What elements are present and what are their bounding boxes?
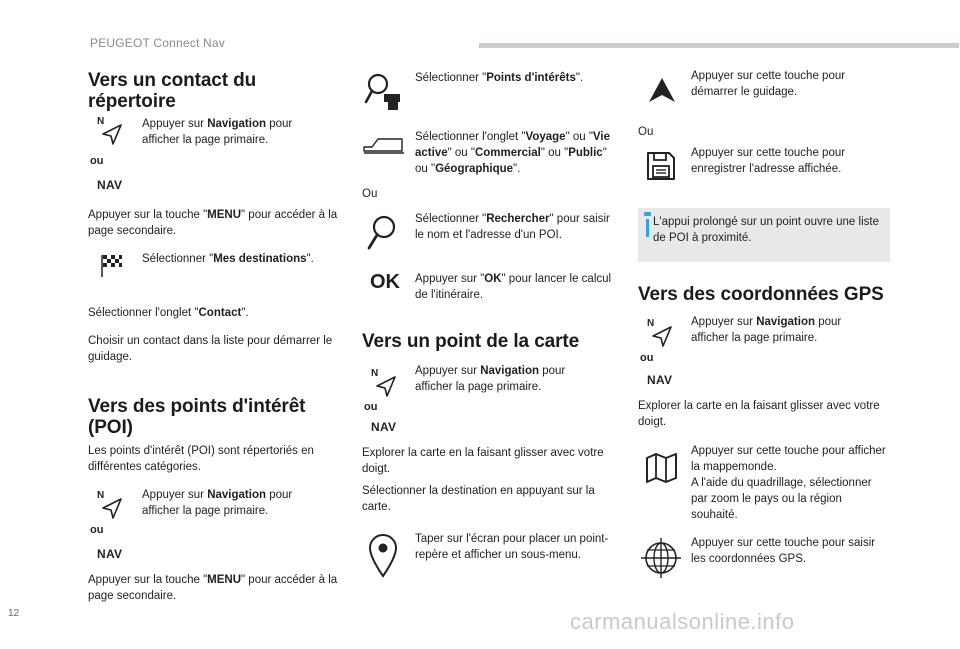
or-label: ou xyxy=(640,352,654,364)
instruction-choose-contact: Choisir un contact dans la liste pour démarrer le guidage. xyxy=(88,335,333,363)
heading-point-carte: Vers un point de la carte xyxy=(362,331,580,352)
instruction-demarrer: Appuyer sur cette touche pour démarrer le guidage. xyxy=(691,70,846,98)
or-label: Ou xyxy=(638,126,654,138)
instruction-points-interets: Sélectionner "Points d'intérêts". xyxy=(415,72,584,84)
tab-folder-icon xyxy=(362,133,406,161)
instruction-rechercher: Sélectionner "Rechercher" pour saisir le nom et l'adresse d'un POI. xyxy=(415,213,610,241)
header-title: PEUGEOT Connect Nav xyxy=(90,36,225,50)
checkered-flag-icon xyxy=(100,253,124,285)
instruction-explorer: Explorer la carte en la faisant glisser avec votre doigt. xyxy=(362,447,604,475)
nav-button-label: NAV xyxy=(97,178,123,192)
or-label: ou xyxy=(90,524,104,536)
or-label: ou xyxy=(90,155,104,167)
instruction-navigation: Appuyer sur Navigation pour afficher la page primaire. xyxy=(142,489,293,517)
nav-button-label: NAV xyxy=(647,373,673,387)
tip-box xyxy=(638,208,890,262)
heading-poi: Vers des points d'intérêt (POI) xyxy=(88,396,306,438)
ok-icon: OK xyxy=(370,271,400,293)
instruction-mes-destinations: Sélectionner "Mes destinations". xyxy=(142,253,314,265)
instruction-menu: Appuyer sur la touche "MENU" pour accéder à la page secondaire. xyxy=(88,574,338,602)
location-pin-icon xyxy=(366,530,400,586)
save-floppy-icon xyxy=(645,150,677,188)
instruction-mappemonde: Appuyer sur cette touche pour afficher la mappemonde. A l'aide du quadrillage, sélectionner par zoom le pays ou la région souhaité. xyxy=(691,445,886,521)
header-divider xyxy=(479,43,959,48)
instruction-enregistrer: Appuyer sur cette touche pour enregistrer l'adresse affichée. xyxy=(691,147,846,175)
heading-gps: Vers des coordonnées GPS xyxy=(638,284,884,305)
or-label: Ou xyxy=(362,188,378,200)
instruction-select-destination: Sélectionner la destination en appuyant sur la carte. xyxy=(362,485,595,513)
instruction-navigation: Appuyer sur Navigation pour afficher la page primaire. xyxy=(691,316,842,344)
globe-icon xyxy=(640,536,682,586)
instruction-onglet-poi: Sélectionner l'onglet "Voyage" ou "Vie active" ou "Commercial" ou "Public" ou "Géographique". xyxy=(415,131,610,175)
instruction-menu: Appuyer sur la touche "MENU" pour accéder à la page secondaire. xyxy=(88,209,338,237)
magnifier-icon xyxy=(366,214,398,260)
instruction-navigation: Appuyer sur Navigation pour afficher la page primaire. xyxy=(415,365,566,393)
poi-search-icon xyxy=(364,72,406,118)
instruction-taper: Taper sur l'écran pour placer un point-repère et afficher un sous-menu. xyxy=(415,533,609,561)
instruction-explorer: Explorer la carte en la faisant glisser avec votre doigt. xyxy=(638,400,880,428)
or-label: ou xyxy=(364,401,378,413)
instruction-contact-tab: Sélectionner l'onglet "Contact". xyxy=(88,307,249,319)
poi-description: Les points d'intérêt (POI) sont répertoriés en différentes catégories. xyxy=(88,445,314,473)
instruction-gps: Appuyer sur cette touche pour saisir les coordonnées GPS. xyxy=(691,537,876,565)
instruction-navigation: Appuyer sur Navigation pour afficher la page primaire. xyxy=(142,118,293,146)
tip-text: L'appui prolongé sur un point ouvre une liste de POI à proximité. xyxy=(653,216,879,244)
start-guidance-arrow-icon xyxy=(647,76,677,110)
nav-button-label: NAV xyxy=(371,420,397,434)
folded-map-icon xyxy=(644,450,680,490)
page-number: 12 xyxy=(8,608,20,619)
nav-button-label: NAV xyxy=(97,547,123,561)
heading-contact: Vers un contact du répertoire xyxy=(88,70,257,112)
watermark: carmanualsonline.info xyxy=(570,609,795,634)
instruction-ok: Appuyer sur "OK" pour lancer le calcul de l'itinéraire. xyxy=(415,273,612,301)
